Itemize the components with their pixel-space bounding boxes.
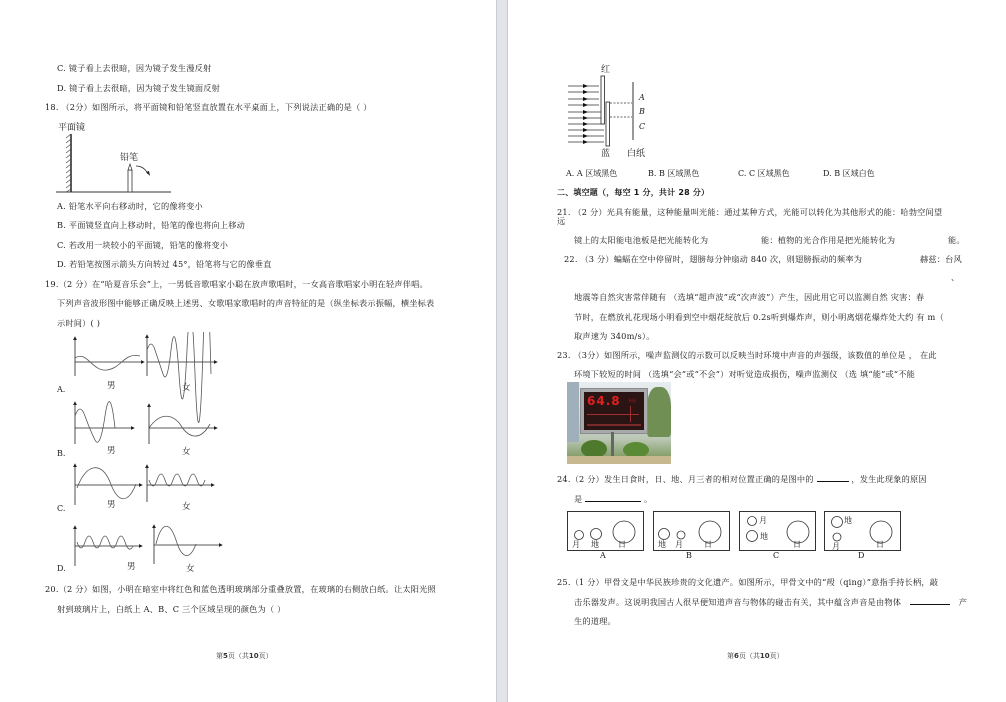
q24-line1 [557,474,927,485]
option-letter: B. [648,169,657,178]
q20-options-row [566,168,875,179]
q19-option-a-male: 男 [107,381,116,391]
q19-option-d-female: 女 [186,564,195,574]
q25-line2-text: 击乐器发声。这说明我国古人很早便知道声音与物体的碰击有关，其中蕴含声音是由物体 [574,597,902,607]
label-moon: 月 [759,516,767,525]
region-b-label: B [639,107,645,116]
q17-option-d [57,83,220,94]
q18-stem: 18. （2分）如图所示，将平面镜和铅笔竖直放置在水平桌面上，下列说法正确的是（ ） [45,102,372,112]
section-2-title: 二、填空题（，每空 1 分，共计 28 分） [557,188,710,197]
q19-option-b-letter: B. [57,449,66,458]
q21-line2-part2: 能：植物的光合作用是把光能转化为 [761,235,896,245]
footer-page-number: 6 [734,652,739,660]
option-letter: C. [738,169,747,178]
q22-line2: 地震等自然灾害常伴随有 （选填“超声波”或“次声波”）产生，因此用它可以监测自然 灾害：春 [574,292,925,302]
monitor-frame [580,388,648,434]
q21-line1-cont: 远 [557,216,566,226]
q19-option-a-letter: A. [57,385,66,394]
footer-prefix: 第 [216,652,223,660]
label-moon: 月 [675,540,683,549]
footer-mid: 页（共 [738,652,760,660]
q20-option-c [738,168,823,179]
white-paper-label: 白纸 [627,149,646,159]
q18-option-a [57,201,203,212]
option-letter: C. [57,240,66,250]
q22-line1: 22. （3 分）蝙蝠在空中停留时，翅膀每分钟扇动 840 次，则翅膀振动的频率为 [564,254,863,264]
tree-icon [647,387,671,437]
diagram-b [653,511,730,551]
option-text: 若改用一块较小的平面镜，铅笔的像将变小 [68,240,229,250]
waveform-options-figure [52,332,242,582]
footer-total-pages: 10 [759,652,770,660]
blue-label: 蓝 [601,149,611,159]
q18-option-c [57,240,228,251]
q23-line1: 23. （3分）如图所示，噪声监测仪的示数可以反映当时环境中声音的声强级，该数值的单位是 ， 在此 [557,350,937,360]
footer-mid: 页（共 [227,652,249,660]
q20-option-d [823,168,875,179]
diagram-c-caption: C [773,551,780,560]
monitor-pole [611,432,614,456]
q18-option-d [57,259,272,270]
q19-option-c-letter: C. [57,504,66,513]
option-text: B 区域黑色 [658,169,700,178]
q24-line2-end: 。 [644,494,653,504]
q19-option-d-male: 男 [127,562,136,572]
document-page-5 [0,0,496,702]
option-text: 镜子看上去很暗，因为镜子发生镜面反射 [69,83,221,93]
label-sun: 日 [876,540,884,549]
footer-suffix: 页） [769,652,784,660]
red-blue-glass-figure [566,62,656,158]
building-icon [567,382,579,442]
graph-bar [630,406,631,422]
scroll-text [587,424,641,426]
q25-answer-blank[interactable] [910,604,950,605]
q19-option-c-male: 男 [107,500,116,510]
footer-page-number: 5 [223,652,228,660]
q24-line1-end: ，发生此现象的原因 [851,474,927,484]
red-label: 红 [601,65,611,75]
label-sun: 日 [618,540,626,549]
q19-option-b-male: 男 [107,446,116,456]
option-text: 若铅笔按图示箭头方向转过 45°，铅笔将与它的像垂直 [69,259,272,269]
q19-option-a-female: 女 [182,383,191,393]
noise-monitor-photo [567,382,671,464]
q24-line1-text: 24.（2 分）发生日食时，日、地、月三者的相对位置正确的是图中的 [557,474,814,484]
footer-prefix: 第 [727,652,734,660]
q19-stem-line1: 19.（2 分）在“哈夏音乐会”上，一男低音歌唱家小聪在放声歌唱时，一女高音歌唱家小明在轻声伴唱。 [45,279,428,289]
footer-total-pages: 10 [248,652,259,660]
graph-line [587,414,639,415]
page-footer [727,651,784,661]
diagram-b-caption: B [686,551,692,560]
label-earth: 地 [760,532,768,541]
noise-unit: 分贝 [628,398,636,403]
monitor-screen [584,392,644,430]
q25-line2 [574,597,967,608]
option-letter: B. [57,220,67,230]
flowerbed [567,456,671,464]
q25-line1: 25.（1 分）甲骨文是中华民族珍贵的文化遗产。如图所示，甲骨文中的“殸（qing）”意指手持长柄，敲 [557,577,939,587]
diagram-d-caption: D [858,551,865,560]
document-page-6 [508,0,1006,702]
label-moon: 月 [832,542,840,551]
diagram-a [567,511,644,551]
option-text: C 区域黑色 [748,169,790,178]
option-text: A 区域黑色 [576,169,618,178]
option-letter: D. [57,259,67,269]
q19-stem-line2: 下列声音波形图中能够正确反映上述男、女歌唱家歌唱时的声音特征的是（纵坐标表示振幅，横坐标表 [57,298,435,308]
option-letter: D. [823,169,832,178]
q21-line2-part1: 镜上的太阳能电池板是把光能转化为 [574,235,709,245]
option-letter: C. [57,63,66,73]
eclipse-diagrams [567,511,907,573]
option-text: 镜子看上去很暗，因为镜子发生漫反射 [68,63,212,73]
diagram-c [739,511,816,551]
q25-line2-end: 产 [958,597,968,607]
pencil-label: 铅笔 [120,153,139,163]
q22-line4: 取声速为 340m/s）。 [574,331,655,341]
q20-option-b [648,168,738,179]
option-letter: A. [57,201,66,211]
q22-line3: 节时，在燃放礼花现场小明看到空中烟花绽放后 0.2s听到爆炸声，则小明离烟花爆炸处大约 有 m（ [574,312,944,322]
label-earth: 地 [844,516,852,525]
q19-option-b-female: 女 [182,447,191,457]
region-c-label: C [639,122,646,131]
q19-option-c-female: 女 [182,502,191,512]
option-text: 平面镜竖直向上移动时，铅笔的像也将向上移动 [68,220,245,230]
light-rays-glass-icon [566,62,656,158]
q21-line1: 21. （2 分）光具有能量，这种能量叫光能：通过某种方式，光能可以转化为其他形式的能：哈勃空间望 [557,207,943,217]
label-sun: 日 [704,540,712,549]
q22-line1-end: 赫兹：台风 [920,254,962,264]
q20-option-a [566,168,648,179]
label-moon: 月 [572,540,580,549]
mirror-label: 平面镜 [58,123,86,133]
label-earth: 地 [658,540,666,549]
q24-line2 [574,494,652,505]
option-text: 铅笔水平向右移动时，它的像将变小 [68,201,203,211]
noise-level-value: 64.8 [587,394,621,408]
diagram-d [824,511,901,551]
page-footer [216,651,273,661]
option-text: B 区域白色 [834,169,875,178]
page-divider [496,0,508,702]
q17-option-c [57,63,211,74]
q19-stem-line3: 示时间）( ) [57,318,101,328]
q24-answer-blank-1[interactable] [817,481,849,482]
option-letter: A. [566,169,575,178]
label-earth: 地 [591,540,599,549]
q20-stem-line2: 射到玻璃片上，白纸上 A、B、C 三个区域呈现的颜色为（ ） [57,604,286,614]
q22-mark: 、 [951,272,960,282]
q20-stem-line1: 20.（2 分）如图，小明在暗室中将红色和蓝色透明玻璃部分重叠放置，在玻璃的右侧放白纸。让太阳光照 [45,584,436,594]
diagram-a-caption: A [600,551,606,560]
moon-earth-sun-icon [740,512,815,550]
region-a-label: A [639,93,645,102]
q24-answer-blank-2[interactable] [585,501,641,502]
mirror-pencil-figure [56,120,176,195]
mirror-pencil-icon [56,120,176,195]
footer-suffix: 页） [258,652,273,660]
waveform-graphs-icon [52,332,242,582]
label-sun: 日 [793,540,801,549]
q25-line3: 生的道理。 [574,616,616,626]
q21-line2-part3: 能。 [948,235,965,245]
option-letter: D. [57,83,67,93]
q23-line2: 环境下较短的时间 （选填“会”或“不会”）对听觉造成损伤，噪声监测仪 （选 填“能”或“不能 [574,369,916,379]
q24-line2-text: 是 [574,494,583,504]
q18-option-b [57,220,245,231]
q19-option-d-letter: D. [57,564,66,573]
